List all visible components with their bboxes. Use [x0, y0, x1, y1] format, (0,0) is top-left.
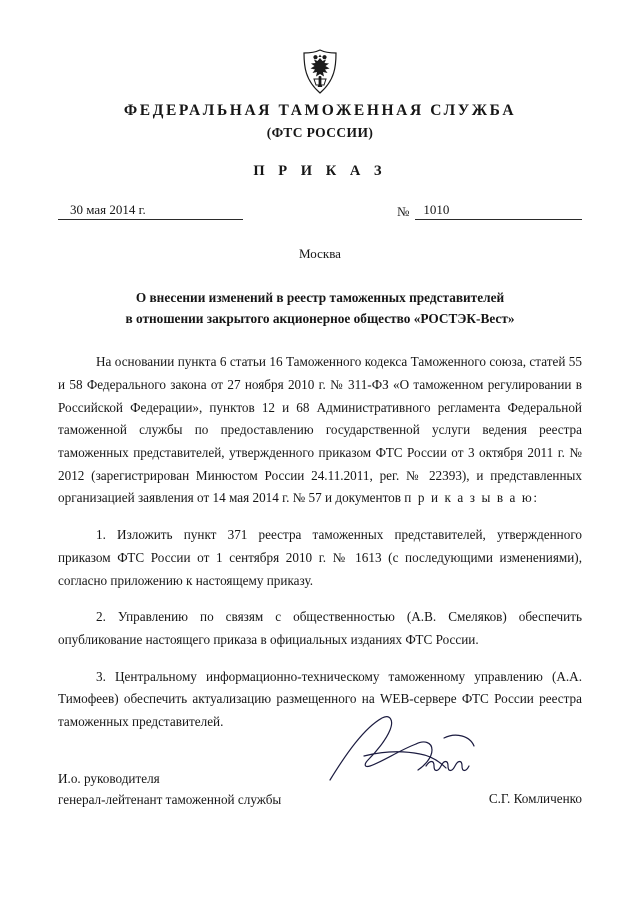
emblem-container	[58, 48, 582, 96]
organization-name: ФЕДЕРАЛЬНАЯ ТАМОЖЕННАЯ СЛУЖБА	[123, 102, 517, 119]
document-title	[58, 288, 582, 329]
document-body	[58, 351, 582, 734]
document-number	[397, 202, 582, 220]
document-type: П Р И К А З	[253, 163, 387, 179]
document-title-line-1: О внесении изменений в реестр таможенных представителей	[135, 290, 505, 305]
document-date: 30 мая 2014 г.	[58, 202, 243, 220]
order-word: п р и к а з ы в а ю:	[404, 490, 539, 506]
paragraph-preamble	[58, 351, 582, 510]
paragraph-item-1: 1. Изложить пункт 371 реестра таможенных представителей, утвержденного приказом ФТС России от 1 сентября 2010 г. № 1613 (с последующими изменениями), согласно приложению к настоящему приказу.	[58, 527, 582, 588]
signer-position-line-2: генерал-лейтенант таможенной службы	[58, 791, 282, 807]
document-number-label: №	[397, 204, 410, 219]
russian-coat-of-arms-icon	[299, 48, 341, 96]
document-title-line-2: в отношении закрытого акционерное общество «РОСТЭК-Вест»	[125, 310, 515, 326]
signature-row	[58, 768, 582, 810]
signer-position-line-1: И.о. руководителя	[58, 770, 160, 786]
signature-block	[58, 768, 582, 810]
signer-position	[58, 768, 281, 810]
document-meta-row	[58, 202, 582, 220]
paragraph-item-3: 3. Центральному информационно-техническому таможенному управлению (А.А. Тимофеев) обеспечить актуализацию размещенного на WEB-сервере ФТС России реестра таможенных представителей.	[58, 668, 582, 730]
document-number-value: 1010	[415, 202, 582, 220]
organization-short-name: (ФТС РОССИИ)	[266, 125, 374, 140]
signer-name: С.Г. Комличенко	[488, 790, 582, 806]
city: Москва	[299, 246, 341, 261]
paragraph-item-2: 2. Управлению по связям с общественностью (А.В. Смеляков) обеспечить опубликование настоящего приказа в официальных изданиях ФТС России.	[58, 609, 582, 647]
preamble-text: На основании пункта 6 статьи 16 Таможенного кодекса Таможенного союза, статей 55 и 58 Федерального закона от 27 ноября 2010 г. № 311-ФЗ «О таможенном регулировании в Российской Федерации», пунктов 12 и 68 Административного регламента Федеральной таможенной службы по предоставлению государственной услуги ведения реестра таможенных представителей, утвержденного приказом ФТС России от 3 октября 2011 г. № 2012 (зарегистрирован Минюстом России 24.11.2011, рег. № 22393), и представленных организацией заявления от 14 мая 2014 г. № 57 и документов	[58, 354, 582, 506]
